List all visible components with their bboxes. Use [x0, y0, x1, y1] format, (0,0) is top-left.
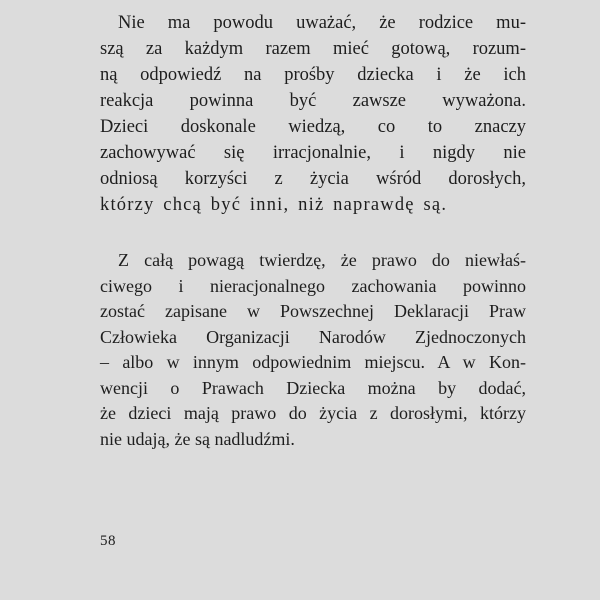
paragraph-2-line: Z całą powagą twierdzę, że prawo do niewłaś-: [118, 250, 526, 270]
page-number: 58: [100, 533, 116, 549]
paragraph-1-line: szą za każdym razem mieć gotową, rozum-: [100, 39, 526, 59]
paragraph-2-line: Człowieka Organizacji Narodów Zjednoczonych: [100, 326, 526, 347]
paragraph-2: [100, 248, 526, 452]
paragraph-1-line: reakcja powinna być zawsze wyważona.: [100, 91, 526, 111]
paragraph-2-line: wencji o Prawach Dziecka można by dodać,: [100, 377, 526, 398]
paragraph-1-line: zachowywać się irracjonalnie, i nigdy nie: [100, 143, 526, 163]
paragraph-2-line: ciwego i nieracjonalnego zachowania powinno: [100, 275, 526, 296]
paragraph-1-line: Nie ma powodu uważać, że rodzice mu-: [118, 13, 526, 33]
paragraph-2-line: że dzieci mają prawo do życia z dorosłymi, którzy: [100, 403, 526, 423]
paragraph-1-line: ną odpowiedź na prośby dziecka i że ich: [100, 65, 526, 85]
paragraph-2-line: zostać zapisane w Powszechnej Deklaracji Praw: [100, 301, 526, 321]
paragraph-1: [100, 10, 526, 218]
paragraph-1-line: Dzieci doskonale wiedzą, co to znaczy: [100, 117, 526, 137]
paragraph-2-line: nie udają, że są nadludźmi.: [100, 428, 295, 449]
paragraph-2-line: – albo w innym odpowiednim miejscu. A w Kon-: [100, 352, 526, 372]
paragraph-1-line: którzy chcą być inni, niż naprawdę są.: [100, 195, 448, 215]
paragraph-1-line: odniosą korzyści z życia wśród dorosłych,: [100, 169, 526, 189]
